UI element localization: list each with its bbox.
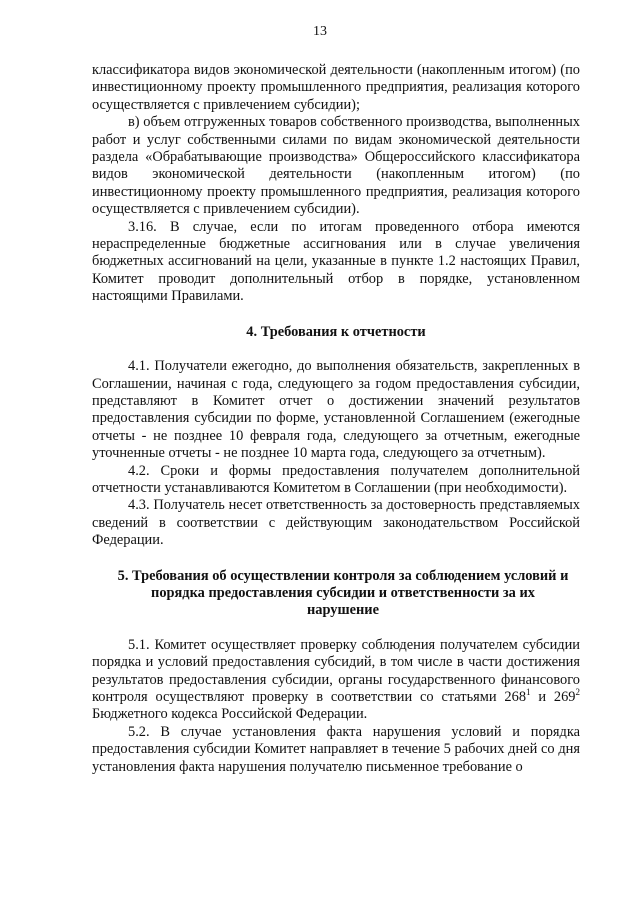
paragraph-item-v: в) объем отгруженных товаров собственного производства, выполненных работ и услуг собственными силами по видам экономической деятельности раздела «Обрабатывающие производства» Общероссийского классификатора видов экономической деятельности (накопленным итогом) (по инвестиционному проекту промышленного предприятия, реализация которого осуществляется с привлечением субсидии). <box>92 114 580 218</box>
paragraph-5-1-text-c: Бюджетного кодекса Российской Федерации. <box>92 706 368 723</box>
section-4-heading: 4. Требования к отчетности <box>246 323 426 340</box>
paragraph-4-1: 4.1. Получатели ежегодно, до выполнения обязательств, закрепленных в Соглашении, начиная с года, следующего за годом предоставления субсидии, представляют в Комитет отчет о достижении значений результатов предоставления субсидии по форме, установленной Соглашением (ежегодные отчеты - не позднее 10 февраля года, следующего за отчетным, ежегодные уточненные отчеты - не позднее 10 марта года, следующего за отчетным). <box>92 358 580 462</box>
paragraph-5-1 <box>92 637 580 724</box>
paragraph-5-2: 5.2. В случае установления факта нарушения условий и порядка предоставления субсидии Комитет направляет в течение 5 рабочих дней со дня установления факта нарушения получателю письменное требование о <box>92 723 580 775</box>
paragraph-5-1-text-b: и 269 <box>530 689 576 705</box>
paragraph-4-3: 4.3. Получатель несет ответственность за достоверность представляемых сведений в соответствии с действующим законодательством Российской Федерации. <box>92 497 580 549</box>
paragraph-continuation: классификатора видов экономической деятельности (накопленным итогом) (по инвестиционному проекту промышленного предприятия, реализация которого осуществляется с привлечением субсидии); <box>92 62 580 113</box>
paragraph-3-16: 3.16. В случае, если по итогам проведенного отбора имеются нераспределенные бюджетные ассигнования или в случае увеличения бюджетных ассигнований на цели, указанные в пункте 1.2 настоящих Правил, Комитет проводит дополнительный отбор в порядке, установленном настоящими Правилами. <box>92 218 580 305</box>
document-body <box>92 62 580 776</box>
superscript-1: 1 <box>526 687 531 698</box>
section-5-heading: 5. Требования об осуществлении контроля за соблюдением условий и порядка предоставления субсидии и ответственности за их нарушение <box>117 567 569 619</box>
paragraph-4-2: 4.2. Сроки и формы предоставления получателем дополнительной отчетности устанавливаются Комитетом в Соглашении (при необходимости). <box>92 462 580 496</box>
superscript-2: 2 <box>575 687 580 698</box>
paragraph-5-1-text-a: 5.1. Комитет осуществляет проверку соблюдения получателем субсидии порядка и условий предоставления субсидий, в том числе в части достижения результатов предоставления субсидии, органы государственного финансового контроля осуществляют проверку в соответствии со статьями 268 <box>92 636 580 705</box>
page-number: 13 <box>313 24 327 39</box>
